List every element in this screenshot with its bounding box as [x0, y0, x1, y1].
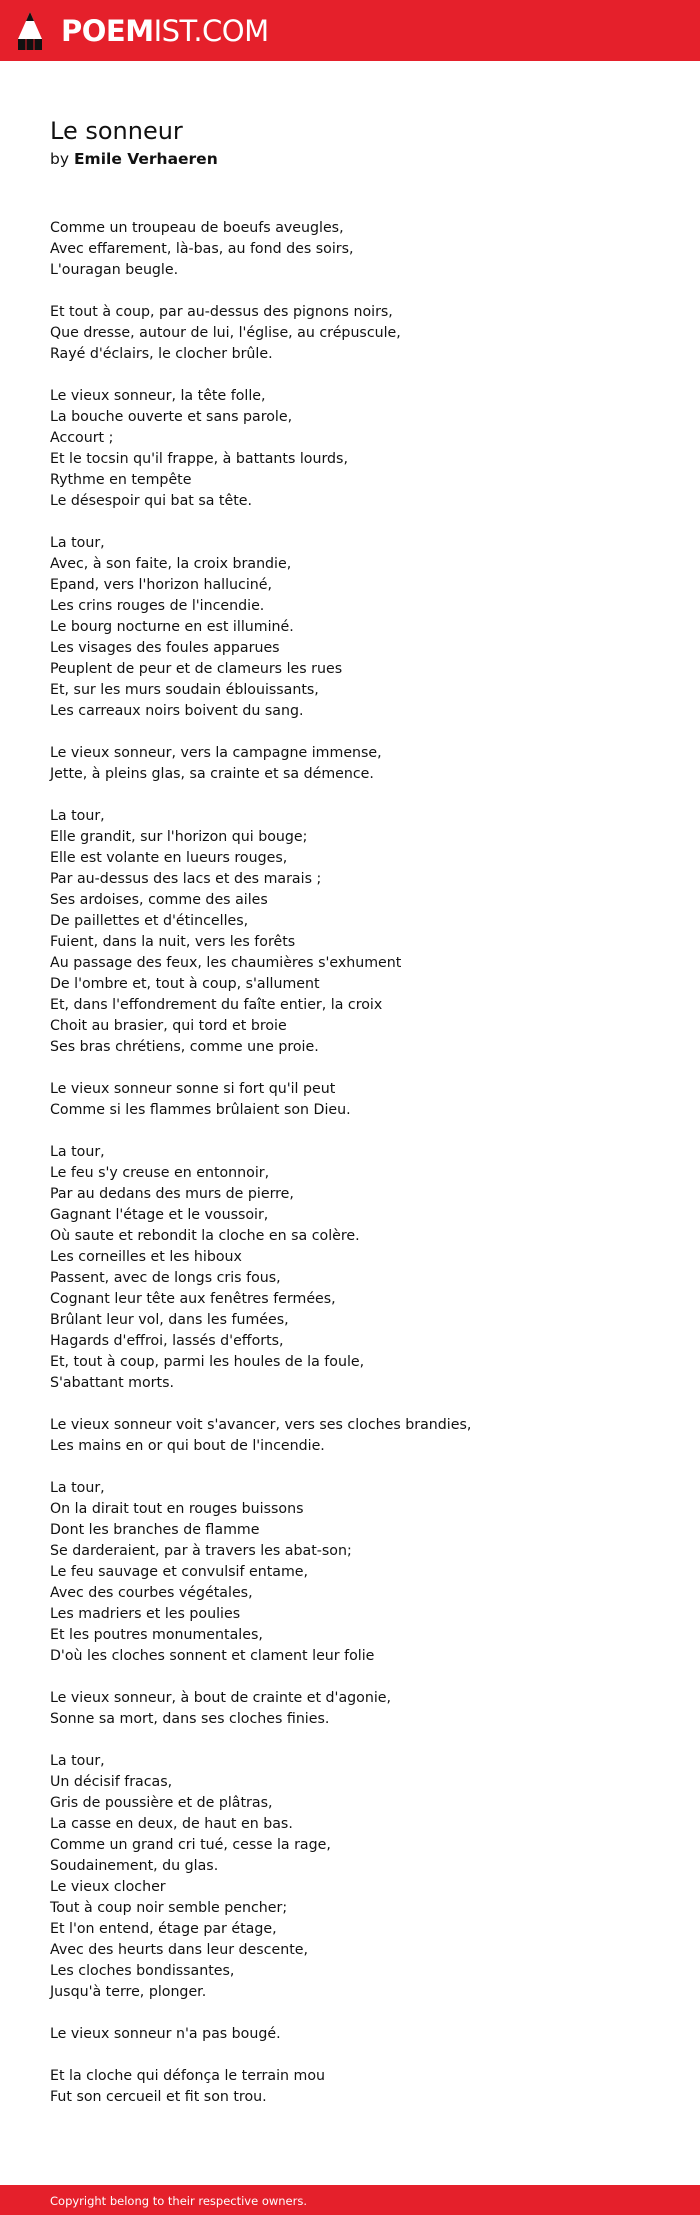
poem-line: Avec des heurts dans leur descente, — [50, 1942, 308, 1958]
poem-stanza — [50, 218, 670, 281]
site-header — [0, 0, 700, 61]
poem-line: Accourt ; — [50, 430, 114, 446]
poem-line: Soudainement, du glas. — [50, 1858, 219, 1874]
poem-line: Le feu sauvage et convulsif entame, — [50, 1564, 309, 1580]
poem-line: Et les poutres monumentales, — [50, 1627, 263, 1643]
poem-title: Le sonneur — [50, 117, 183, 145]
poem-line: Avec des courbes végétales, — [50, 1585, 253, 1601]
poem-stanza — [50, 1478, 670, 1667]
poem-line: Et, tout à coup, parmi les houles de la foule, — [50, 1354, 365, 1370]
poem-line: Elle est volante en lueurs rouges, — [50, 850, 288, 866]
poem-line: On la dirait tout en rouges buissons — [50, 1501, 304, 1517]
poem-line: Peuplent de peur et de clameurs les rues — [50, 661, 343, 677]
site-logo[interactable] — [61, 12, 269, 50]
poem-line: Gagnant l'étage et le voussoir, — [50, 1207, 269, 1223]
poem-line: Où saute et rebondit la cloche en sa colère. — [50, 1228, 360, 1244]
poem-line: Le vieux sonneur, la tête folle, — [50, 388, 266, 404]
poem-line: Passent, avec de longs cris fous, — [50, 1270, 281, 1286]
poem-line: La tour, — [50, 535, 105, 551]
poem-line: La tour, — [50, 808, 105, 824]
poem-line: Les madriers et les poulies — [50, 1606, 241, 1622]
poem-line: Le vieux sonneur n'a pas bougé. — [50, 2026, 281, 2042]
poem-stanza — [50, 302, 670, 365]
poem-line: Les corneilles et les hiboux — [50, 1249, 242, 1265]
pencil-tip-icon[interactable] — [17, 11, 43, 51]
poem-line: Et l'on entend, étage par étage, — [50, 1921, 277, 1937]
site-footer — [0, 2185, 700, 2215]
poem-stanza — [50, 533, 670, 722]
poem-line: S'abattant morts. — [50, 1375, 174, 1391]
poem-line: Et, sur les murs soudain éblouissants, — [50, 682, 319, 698]
poem-body — [50, 218, 670, 2129]
poem-line: Le feu s'y creuse en entonnoir, — [50, 1165, 270, 1181]
copyright-text: Copyright belong to their respective owners. — [50, 2194, 308, 2208]
poem-line: De l'ombre et, tout à coup, s'allument — [50, 976, 320, 992]
logo-light-text: IST.COM — [153, 14, 269, 48]
poem-line: Avec, à son faite, la croix brandie, — [50, 556, 292, 572]
poem-line: Le vieux sonneur voit s'avancer, vers ses cloches brandies, — [50, 1417, 472, 1433]
poem-line: De paillettes et d'étincelles, — [50, 913, 249, 929]
poem-line: Ses bras chrétiens, comme une proie. — [50, 1039, 319, 1055]
poem-line: Au passage des feux, les chaumières s'exhument — [50, 955, 402, 971]
poem-line: Que dresse, autour de lui, l'église, au crépuscule, — [50, 325, 401, 341]
poem-line: Brûlant leur vol, dans les fumées, — [50, 1312, 289, 1328]
poem-line: Les visages des foules apparues — [50, 640, 280, 656]
logo-bold-text: POEM — [61, 14, 154, 48]
poem-line: Le vieux sonneur, à bout de crainte et d'agonie, — [50, 1690, 392, 1706]
poem-line: Les carreaux noirs boivent du sang. — [50, 703, 304, 719]
poem-line: Fut son cercueil et fit son trou. — [50, 2089, 267, 2105]
poem-stanza — [50, 1142, 670, 1394]
poem-line: La casse en deux, de haut en bas. — [50, 1816, 293, 1832]
poem-line: La bouche ouverte et sans parole, — [50, 409, 293, 425]
poem-line: Hagards d'effroi, lassés d'efforts, — [50, 1333, 284, 1349]
poem-line: Et, dans l'effondrement du faîte entier, la croix — [50, 997, 383, 1013]
poem-author: Emile Verhaeren — [73, 150, 218, 168]
poem-stanza — [50, 1688, 670, 1730]
poem-line: D'où les cloches sonnent et clament leur folie — [50, 1648, 375, 1664]
poem-line: Un décisif fracas, — [50, 1774, 173, 1790]
poem-stanza — [50, 1415, 670, 1457]
poem-line: Et la cloche qui défonça le terrain mou — [50, 2068, 326, 2084]
poem-line: Les mains en or qui bout de l'incendie. — [50, 1438, 325, 1454]
poem-line: La tour, — [50, 1480, 105, 1496]
poem-line: L'ouragan beugle. — [50, 262, 179, 278]
poem-line: Ses ardoises, comme des ailes — [50, 892, 268, 908]
poem-line: Jette, à pleins glas, sa crainte et sa démence. — [50, 766, 374, 782]
poem-line: Sonne sa mort, dans ses cloches finies. — [50, 1711, 330, 1727]
poem-stanza — [50, 1751, 670, 2003]
poem-line: Comme si les flammes brûlaient son Dieu. — [50, 1102, 351, 1118]
poem-line: Et tout à coup, par au-dessus des pignons noirs, — [50, 304, 393, 320]
poem-line: Se darderaient, par à travers les abat-son; — [50, 1543, 352, 1559]
poem-line: Gris de poussière et de plâtras, — [50, 1795, 273, 1811]
poem-line: Comme un grand cri tué, cesse la rage, — [50, 1837, 331, 1853]
poem-stanza — [50, 386, 670, 512]
poem-line: Le bourg nocturne en est illuminé. — [50, 619, 294, 635]
poem-stanza — [50, 1079, 670, 1121]
poem-byline — [50, 148, 218, 170]
poem-stanza — [50, 743, 670, 785]
poem-line: Fuient, dans la nuit, vers les forêts — [50, 934, 296, 950]
poem-line: Les cloches bondissantes, — [50, 1963, 235, 1979]
poem-stanza — [50, 2024, 670, 2045]
poem-line: Les crins rouges de l'incendie. — [50, 598, 265, 614]
poem-line: Elle grandit, sur l'horizon qui bouge; — [50, 829, 308, 845]
poem-line: Le vieux sonneur, vers la campagne immense, — [50, 745, 382, 761]
poem-line: Dont les branches de flamme — [50, 1522, 260, 1538]
poem-line: Epand, vers l'horizon halluciné, — [50, 577, 272, 593]
poem-line: Le vieux clocher — [50, 1879, 166, 1895]
poem-stanza — [50, 806, 670, 1058]
poem-line: Et le tocsin qu'il frappe, à battants lourds, — [50, 451, 348, 467]
by-label: by — [50, 150, 70, 168]
poem-line: Comme un troupeau de boeufs aveugles, — [50, 220, 344, 236]
poem-line: Rayé d'éclairs, le clocher brûle. — [50, 346, 273, 362]
poem-line: Par au-dessus des lacs et des marais ; — [50, 871, 322, 887]
poem-line: Rythme en tempête — [50, 472, 192, 488]
poem-line: Choit au brasier, qui tord et broie — [50, 1018, 287, 1034]
poem-line: Le désespoir qui bat sa tête. — [50, 493, 253, 509]
poem-line: Tout à coup noir semble pencher; — [50, 1900, 288, 1916]
poem-line: La tour, — [50, 1753, 105, 1769]
poem-stanza — [50, 2066, 670, 2108]
poem-line: Par au dedans des murs de pierre, — [50, 1186, 294, 1202]
poem-line: La tour, — [50, 1144, 105, 1160]
poem-line: Le vieux sonneur sonne si fort qu'il peut — [50, 1081, 336, 1097]
poem-line: Jusqu'à terre, plonger. — [50, 1984, 207, 2000]
poem-line: Avec effarement, là-bas, au fond des soirs, — [50, 241, 354, 257]
poem-line: Cognant leur tête aux fenêtres fermées, — [50, 1291, 336, 1307]
